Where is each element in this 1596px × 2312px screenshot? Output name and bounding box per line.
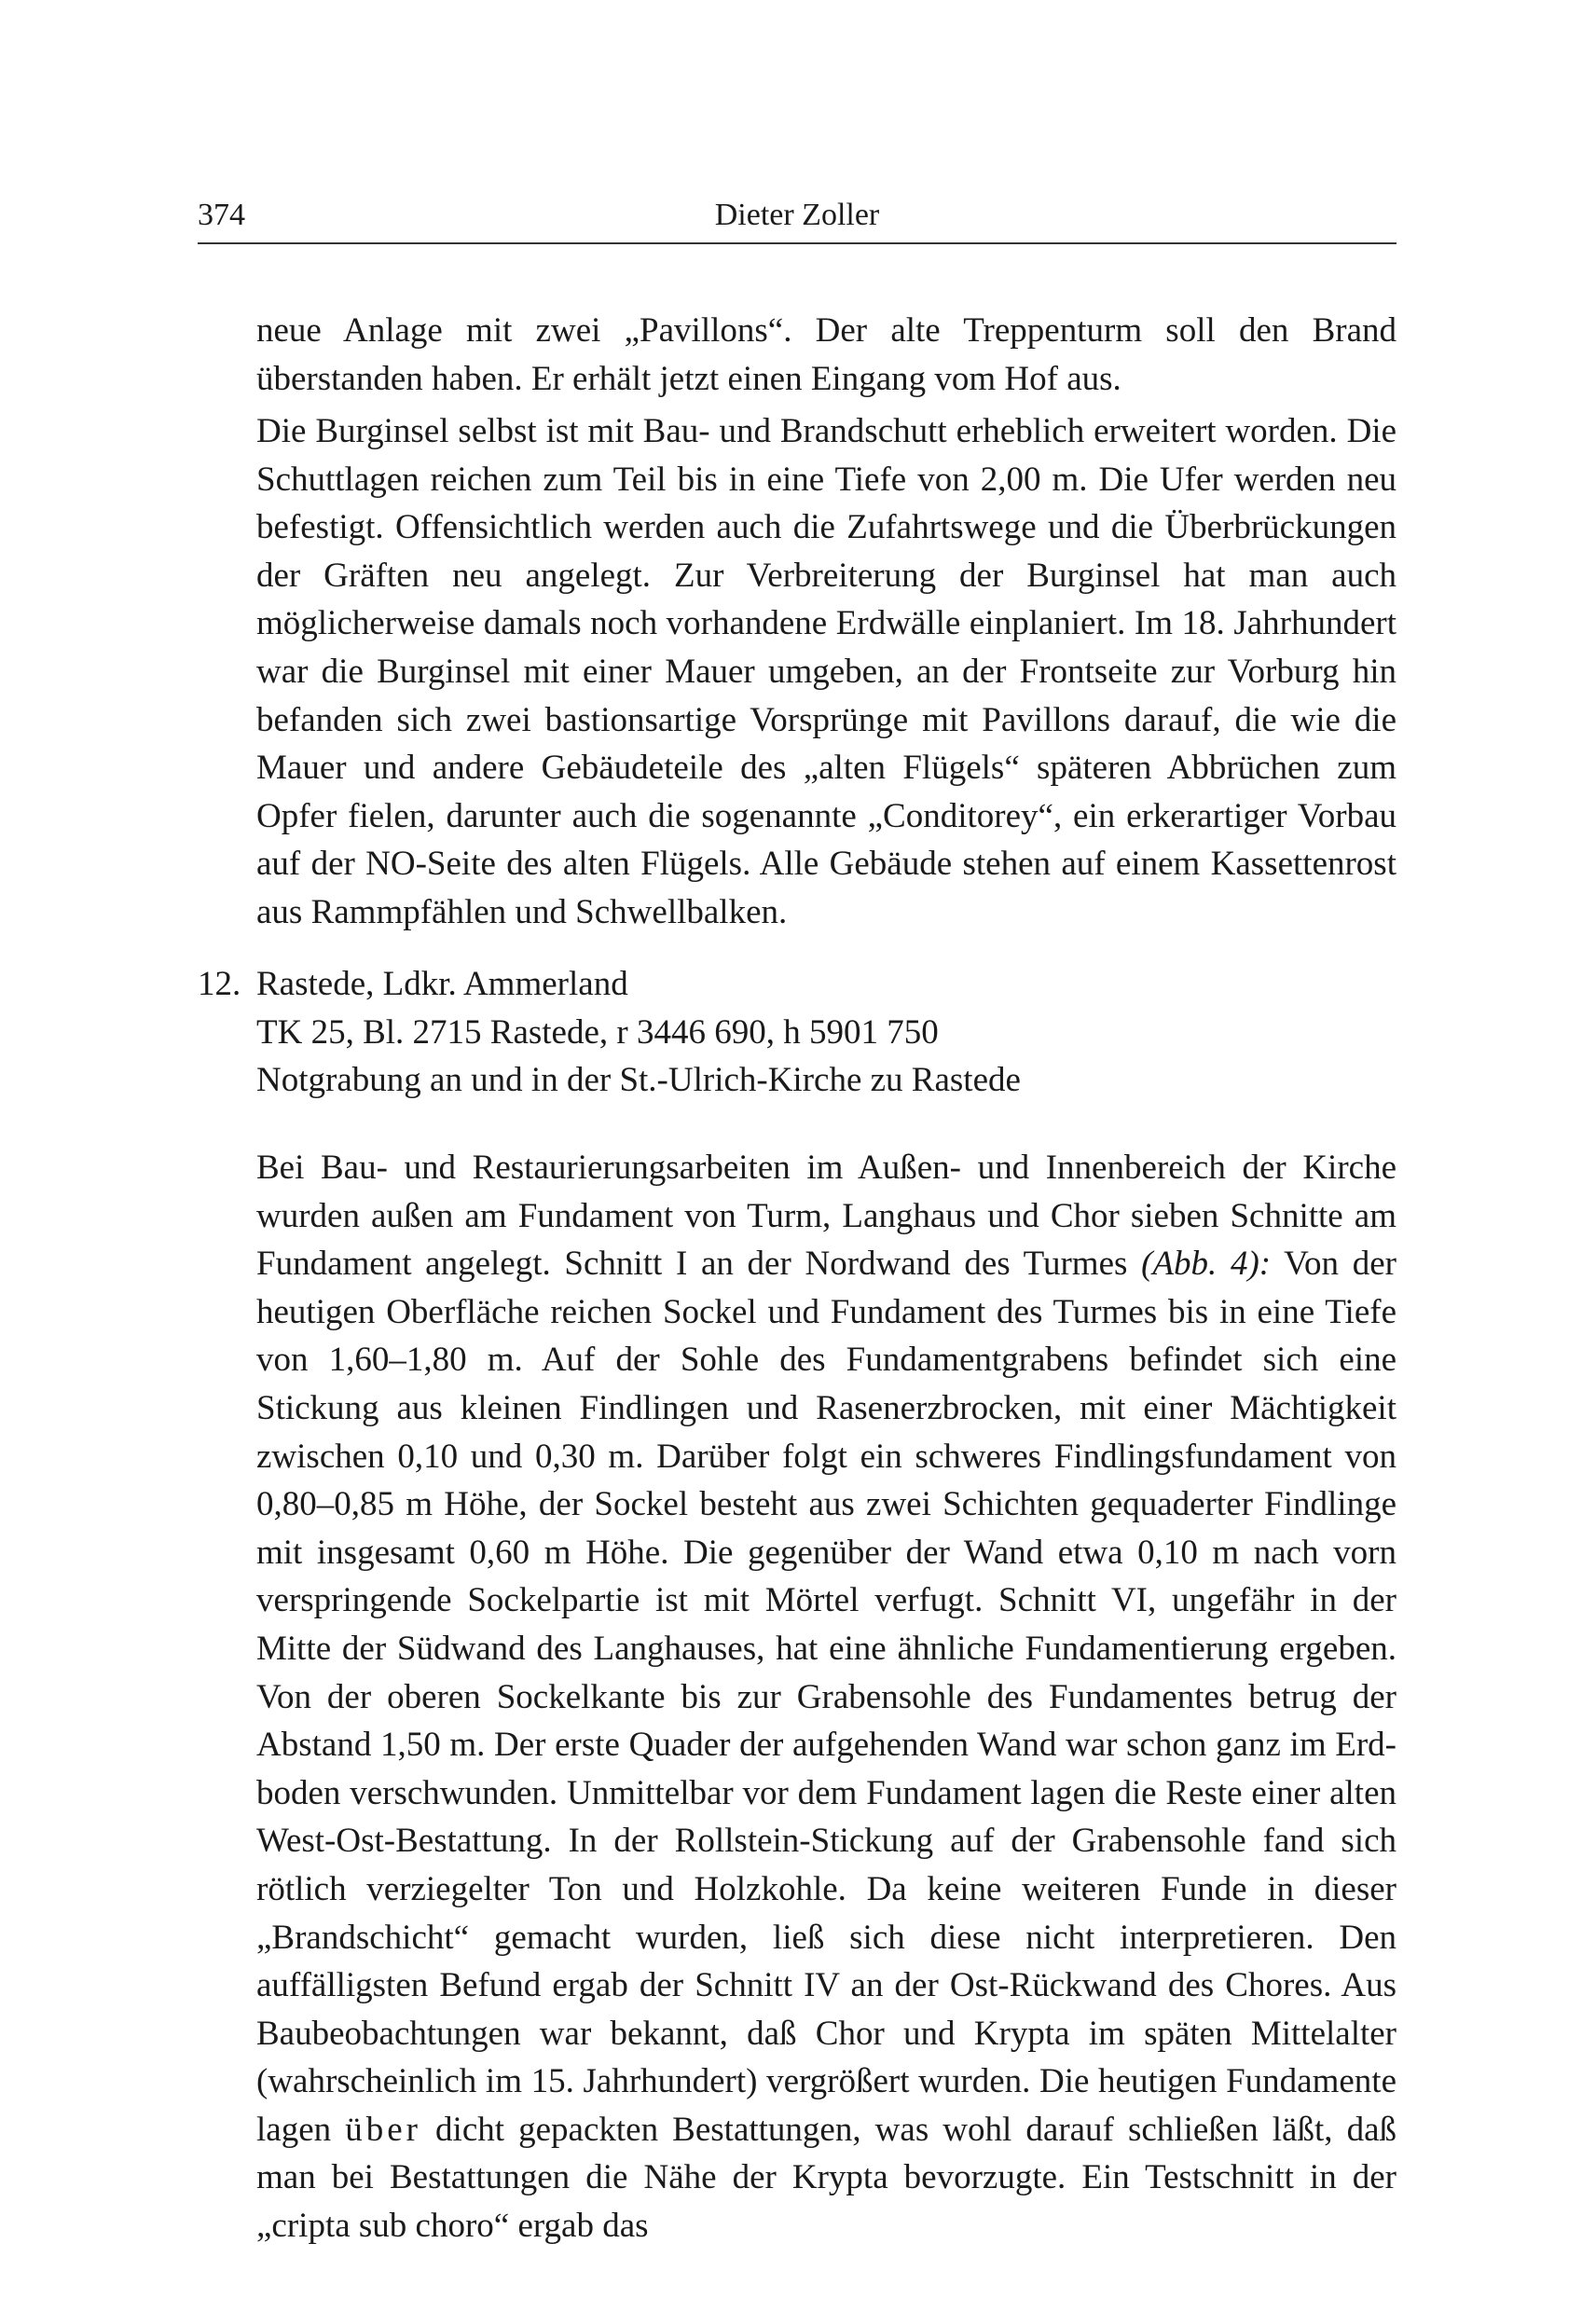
paragraph-1: neue Anlage mit zwei „Pavillons“. Der alte Treppenturm soll den Brand überstanden haben. Er erhält jetzt einen Eingang vom Hof aus. xyxy=(256,311,1396,398)
running-head xyxy=(198,192,1396,239)
header-rule xyxy=(198,242,1396,244)
figure-reference: (Abb. 4): xyxy=(1141,1245,1272,1284)
paragraph-2: Die Burginsel selbst ist mit Bau- und Brandschutt erheblich erweitert worden. Die Schuttlagen reichen zum Teil bis in eine Tiefe von 2,00 m. Die Ufer werden neu befestigt. Offensichtlich werden auch die Zufahrtswege und die Überbrückungen der Gräften neu angelegt. Zur Verbreiterung der Burginsel hat man auch möglicherweise damals noch vorhandene Erdwälle einplaniert. Im 18. Jahrhundert war die Burginsel mit einer Mauer umgeben, an der Frontseite zur Vorburg hin befanden sich zwei bastionsartige Vorsprünge mit Pavillons darauf, die wie die Mauer und andere Gebäudeteile des „alten Flügels“ späteren Abbrüchen zum Opfer fielen, darunter auch die sogenannte „Conditorey“, ein erkerartiger Vorbau auf der NO-Seite des alten Flügels. Alle Gebäude stehen auf einem Kassettenrost aus Rammpfählen und Schwellbalken. xyxy=(256,412,1396,931)
paragraph-3-part-b: Von der heutigen Oberfläche reichen Sockel und Fundament des Turmes bis in eine Tiefe von 1,60–1,80 m. Auf der Sohle des Fundamentgrabens befindet sich eine Stickung aus kleinen Findlingen und Rasenerzbrocken, mit einer Mächtigkeit zwischen 0,10 und 0,30 m. Darüber folgt ein schweres Findlingsfundament von 0,80–0,85 m Höhe, der Sockel besteht aus zwei Schichten gequaderter Findlinge mit insgesamt 0,60 m Höhe. Die gegenüber der Wand etwa 0,10 m nach vorn verspringende Sockelpartie ist mit Mörtel verfugt. Schnitt VI, ungefähr in der Mitte der Südwand des Langhauses, hat eine ähnliche Fundamentierung ergeben. Von der oberen Sockelkante bis zur Grabensohle des Fundamentes betrug der Abstand 1,50 m. Der erste Quader der aufgehenden Wand war schon ganz im Erdboden verschwunden. Unmittelbar vor dem Fundament lagen die Reste einer alten West-Ost-Bestattung. In der Rollstein-Stickung auf der Grabensohle fand sich rötlich verziegelter Ton und Holzkohle. Da keine weiteren Funde in dieser „Brandschicht“ gemacht wurden, ließ sich diese nicht interpretieren. Den auffälligsten Befund ergab der Schnitt IV an der Ost-Rückwand des Chores. Aus Baubeobachtungen war bekannt, daß Chor und Krypta im späten Mittelalter (wahrscheinlich im 15. Jahrhundert) vergrößert wurden. Die heutigen Fundamente lagen xyxy=(256,1245,1396,2149)
section-heading-lines xyxy=(256,960,1021,1105)
section-number: 12. xyxy=(198,965,241,1003)
paragraph-3-part-a: Bei Bau- und Restaurierungsarbeiten im Außen- und Innenbereich der Kirche wurden außen am Fundament von Turm, Langhaus und Chor sieben Schnitte am Fundament angelegt. Schnitt I an der Nordwand des Turmes xyxy=(256,1149,1396,1284)
page-number: 374 xyxy=(198,198,245,232)
section-subtitle: Notgrabung an und in der St.-Ulrich-Kirche zu Rastede xyxy=(256,1061,1021,1100)
emphasized-word: über xyxy=(345,2110,421,2149)
paragraph-3 xyxy=(256,1144,1396,2250)
section-map-reference: TK 25, Bl. 2715 Rastede, r 3446 690, h 5901 750 xyxy=(256,1012,939,1052)
section-place: Rastede, Ldkr. Ammerland xyxy=(256,965,628,1003)
running-title: Dieter Zoller xyxy=(714,198,880,232)
paragraph-3-part-c: dicht gepackten Bestattungen, was wohl darauf schließen läßt, daß man bei Bestattungen die Nähe der Krypta bevorzugte. Ein Testschnitt in der „cripta sub choro“ ergab das xyxy=(256,2110,1397,2246)
